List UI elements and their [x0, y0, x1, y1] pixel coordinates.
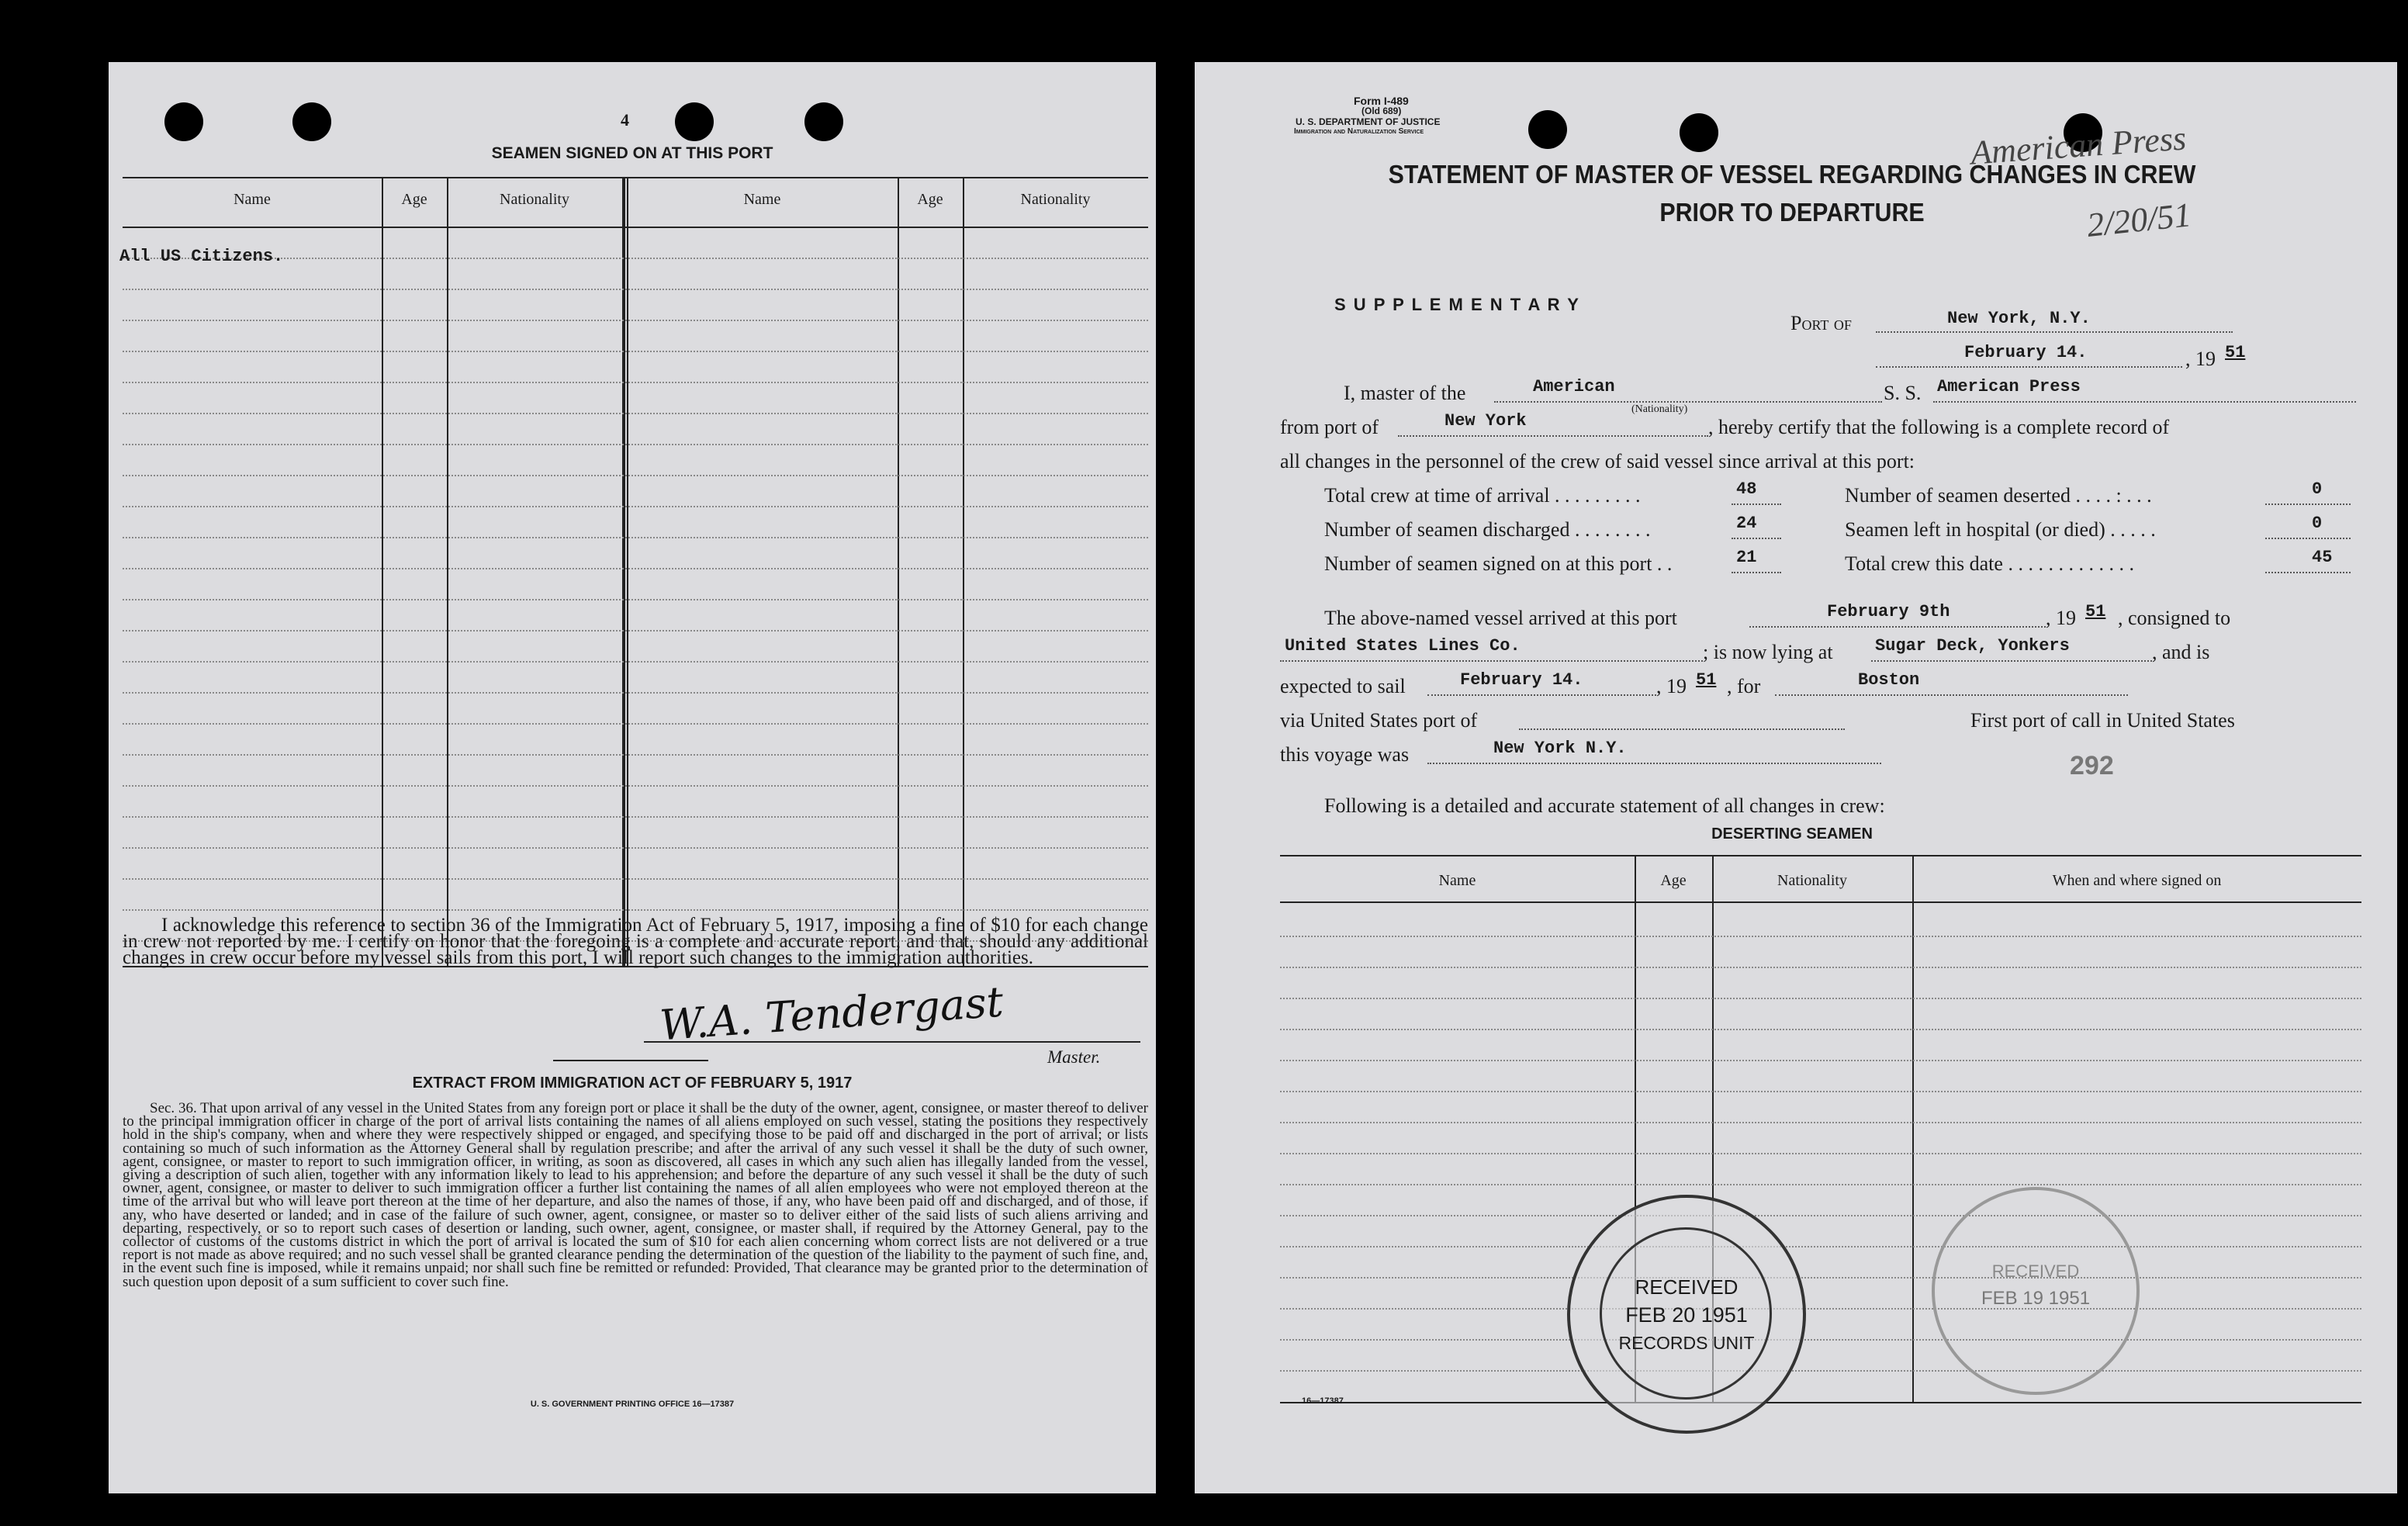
- stat-value-discharged: 24: [1736, 514, 1757, 533]
- left-page: [109, 62, 1156, 1493]
- arrived-year-prefix: , 19: [2046, 607, 2076, 629]
- consigned-label: , consigned to: [2118, 607, 2231, 629]
- arrived-value: February 9th: [1827, 602, 1950, 621]
- deserting-row-rule: [1280, 1308, 2361, 1310]
- deserting-header-name: Name: [1438, 872, 1476, 889]
- table-row-rule: [123, 661, 1148, 663]
- table-row-rule: [123, 692, 1148, 694]
- stat-value-total-arrival: 48: [1736, 479, 1757, 499]
- via-line: [1519, 728, 1845, 730]
- faded-stamp-date-text: FEB 19 1951: [1981, 1288, 2091, 1309]
- stat-label-total-today: Total crew this date . . . . . . . . . . . . .: [1845, 552, 2134, 575]
- deserting-table-bottom-rule: [1280, 1402, 2361, 1403]
- column-header-age: Age: [917, 191, 943, 208]
- table-row-rule: [123, 630, 1148, 632]
- section-title: SEAMEN SIGNED ON AT THIS PORT: [491, 144, 773, 162]
- nationality-value: American: [1533, 377, 1615, 396]
- ss-label: S. S.: [1884, 382, 1922, 404]
- faded-received-stamp: [1932, 1187, 2140, 1395]
- lying-label: ; is now lying at: [1703, 641, 1833, 663]
- deserting-row-rule: [1280, 1153, 2361, 1154]
- received-stamp: [1567, 1195, 1806, 1434]
- ss-line: [1933, 401, 2356, 403]
- table-row-rule: [123, 475, 1148, 476]
- via-label: via United States port of: [1280, 709, 1478, 732]
- deserting-header-age: Age: [1660, 872, 1687, 889]
- expected-value: February 14.: [1460, 670, 1583, 690]
- table-row-rule: [123, 289, 1148, 290]
- stat-label-total-arrival: Total crew at time of arrival . . . . . . . . .: [1324, 484, 1641, 507]
- consignee-value: United States Lines Co.: [1285, 636, 1521, 656]
- deserting-row-rule: [1280, 1060, 2361, 1061]
- port-line: [1876, 331, 2233, 333]
- stat-value-signed-on: 21: [1736, 548, 1757, 567]
- from-port-label: from port of: [1280, 416, 1379, 438]
- lying-value: Sugar Deck, Yonkers: [1875, 636, 2070, 656]
- table-entry: All US Citizens.: [119, 247, 284, 266]
- year-value: 51: [2225, 343, 2246, 362]
- deserting-header-rule: [1280, 901, 2361, 903]
- table-row-rule: [123, 599, 1148, 600]
- arrived-line: [1749, 626, 2046, 628]
- table-row-rule: [123, 320, 1148, 321]
- form-old-number: (Old 689): [1361, 106, 1402, 116]
- stat-label-signed-on: Number of seamen signed on at this port . .: [1324, 552, 1673, 575]
- form-title-line2: PRIOR TO DEPARTURE: [1659, 198, 1925, 227]
- nationality-caption: (Nationality): [1631, 403, 1688, 415]
- deserting-row-rule: [1280, 1277, 2361, 1279]
- punch-hole: [1528, 110, 1567, 149]
- right-page: [1195, 62, 2397, 1493]
- deserting-row-rule: [1280, 1215, 2361, 1216]
- from-port-line: [1398, 435, 1708, 437]
- table-row-rule: [123, 847, 1148, 849]
- first-port-label: First port of call in United States: [1970, 709, 2235, 732]
- year-prefix: , 19: [2185, 348, 2216, 370]
- stat-line: [1732, 572, 1781, 573]
- port-value: New York, N.Y.: [1947, 309, 2091, 328]
- voyage-label: this voyage was: [1280, 743, 1410, 766]
- deserting-row-rule: [1280, 1246, 2361, 1247]
- column-header-name: Name: [234, 191, 271, 208]
- footer-code: 16—17387: [1302, 1396, 1344, 1406]
- table-row-rule: [123, 444, 1148, 445]
- stat-value-total-today: 45: [2312, 548, 2333, 567]
- table-row-rule: [123, 413, 1148, 414]
- printer-line: U. S. GOVERNMENT PRINTING OFFICE 16—17387: [530, 1400, 735, 1409]
- signature-line: [644, 1041, 1140, 1043]
- column-header-name: Name: [743, 191, 781, 208]
- stat-line: [2265, 503, 2351, 505]
- deserting-row-rule: [1280, 1029, 2361, 1030]
- column-header-nationality: Nationality: [500, 191, 569, 208]
- supplementary-label: S U P P L E M E N T A R Y: [1334, 295, 1580, 314]
- department: U. S. DEPARTMENT OF JUSTICE: [1296, 116, 1441, 127]
- handwritten-date: 2/20/51: [2085, 196, 2193, 244]
- faded-stamp-received-text: RECEIVED: [1991, 1261, 2080, 1281]
- stamp-unit-text: RECORDS UNIT: [1618, 1333, 1755, 1353]
- punch-hole: [292, 102, 331, 141]
- ss-value: American Press: [1937, 377, 2081, 396]
- column-header-age: Age: [401, 191, 427, 208]
- column-divider: [1912, 856, 1914, 1403]
- and-is-label: , and is: [2152, 641, 2210, 663]
- stat-line: [2265, 538, 2351, 539]
- deserting-row-rule: [1280, 1091, 2361, 1092]
- all-changes-text: all changes in the personnel of the crew of said vessel since arrival at this port:: [1280, 450, 1915, 472]
- voyage-line: [1427, 763, 1881, 764]
- punch-hole: [804, 102, 843, 141]
- table-row-rule: [123, 382, 1148, 383]
- table-row-rule: [123, 816, 1148, 818]
- voyage-value: New York N.Y.: [1493, 739, 1627, 758]
- deserting-row-rule: [1280, 1370, 2361, 1372]
- table-row-rule: [123, 909, 1148, 911]
- stamp-received-text: RECEIVED: [1635, 1275, 1739, 1299]
- separator-rule: [553, 1060, 708, 1061]
- certification-text: I acknowledge this reference to section 36 of the Immigration Act of February 5, 1917, imposing a fine of $10 for each change in crew not reported by me. I certify on honor that the foregoing is a complete and accurate report, and that, should any additional changes in crew occur before my vessel sails from this port, I will report such changes to the immigration authorities.: [123, 915, 1148, 968]
- port-label: Port of: [1790, 312, 1852, 334]
- extract-title: EXTRACT FROM IMMIGRATION ACT OF FEBRUARY 5, 1917: [412, 1074, 853, 1092]
- column-header-nationality: Nationality: [1020, 191, 1091, 208]
- punch-hole: [1680, 113, 1718, 152]
- date-line: [1876, 366, 2182, 368]
- stat-label-deserted: Number of seamen deserted . . . . : . . .: [1845, 484, 2152, 507]
- table-row-rule: [123, 754, 1148, 756]
- following-text: Following is a detailed and accurate statement of all changes in crew:: [1324, 794, 1885, 817]
- consignee-line: [1280, 660, 1703, 662]
- for-value: Boston: [1858, 670, 1920, 690]
- form-number: Form I-489: [1354, 95, 1409, 107]
- stat-label-discharged: Number of seamen discharged . . . . . . . .: [1324, 518, 1651, 541]
- expected-label: expected to sail: [1280, 675, 1406, 697]
- expected-year: 51: [1696, 670, 1717, 690]
- arrived-year: 51: [2085, 602, 2106, 621]
- deserting-header-nationality: Nationality: [1777, 872, 1847, 889]
- stat-line: [1732, 538, 1781, 539]
- punch-hole: [675, 102, 714, 141]
- table-row-rule: [123, 568, 1148, 569]
- master-label: Master.: [1047, 1047, 1101, 1067]
- certify-text: , hereby certify that the following is a complete record of: [1708, 416, 2170, 438]
- for-label: , for: [1727, 675, 1761, 697]
- for-line: [1775, 694, 2128, 696]
- table-top-rule: [123, 177, 1148, 178]
- table-row-rule: [123, 506, 1148, 507]
- deserting-row-rule: [1280, 1184, 2361, 1185]
- page-number: 4: [621, 110, 629, 130]
- nationality-line: [1494, 401, 1882, 403]
- stat-line: [1732, 503, 1781, 505]
- punch-hole: [164, 102, 203, 141]
- from-port-value: New York: [1444, 411, 1527, 431]
- expected-line: [1427, 694, 1656, 696]
- stamp-date-text: FEB 20 1951: [1625, 1303, 1748, 1327]
- deserting-row-rule: [1280, 998, 2361, 999]
- stat-value-deserted: 0: [2312, 479, 2323, 499]
- stat-label-hospital: Seamen left in hospital (or died) . . . . .: [1845, 518, 2156, 541]
- table-row-rule: [123, 351, 1148, 352]
- stat-value-hospital: 0: [2312, 514, 2323, 533]
- extract-text: Sec. 36. That upon arrival of any vessel in the United States from any foreign port or place it shall be the duty of the owner, agent, consignee, or master thereof to deliver to the principal immigration officer in charge of the port of arrival lists containing the names of all aliens employed on such vessel, stating the positions they respectively hold in the ship's company, when and where they were respectively shipped or engaged, and specifying those to be paid off and discharged in the port of arrival; or lists containing so much of such information as the Attorney General shall by regulation prescribe; and after the arrival of any such vessel it shall be the duty of such owner, agent, consignee, or master to report to such immigration officer, in writing, as soon as discovered, all cases in which any such alien has illegally landed from the vessel, giving a description of such alien, together with any information likely to lead to his apprehension; and before the departure of any such vessel it shall be the duty of such owner, agent, consignee, or master to deliver to such immigration officer a further list containing the names of all alien employees who were not employed thereon at the time of the arrival but who will leave port thereon at the time of her departure, and also the names of those, if any, who have been paid off and discharged, and of those, if any, who have deserted or landed; and in case of the failure of such owner, agent, consignee, or master so to deliver either of the said lists of such aliens arriving and departing, respectively, or so to report such cases of desertion or landing, such owner, agent, consignee, or master shall, if required by the Attorney General, pay to the collector of customs of the customs district in which the port of arrival is located the sum of $10 for each alien concerning whom correct lists are not delivered or a true report is not made as above required; and no such vessel shall be granted clearance pending the determination of the question of the liability to the payment of such fine, and, in the event such fine is imposed, while it remains unpaid; nor shall such fine be remitted or refunded: Provided, That clearance may be granted prior to the determination of such question upon deposit of a sum sufficient to cover such fine.: [123, 1100, 1148, 1290]
- arrived-label: The above-named vessel arrived at this port: [1324, 607, 1677, 629]
- deserting-table-top-rule: [1280, 855, 2361, 856]
- service: Immigration and Naturalization Service: [1294, 127, 1424, 136]
- deserting-title: DESERTING SEAMEN: [1711, 825, 1873, 843]
- deserting-row-rule: [1280, 936, 2361, 937]
- table-row-rule: [123, 878, 1148, 880]
- lying-line: [1871, 660, 2152, 662]
- deserting-row-rule: [1280, 967, 2361, 968]
- master-of-label: I, master of the: [1344, 382, 1466, 404]
- master-signature: W.A. Tendergast: [658, 977, 1005, 1050]
- date-value: February 14.: [1964, 343, 2088, 362]
- header-rule: [123, 227, 1148, 228]
- handwritten-vessel-name: American Press: [1969, 119, 2188, 172]
- table-row-rule: [123, 723, 1148, 725]
- table-row-rule: [123, 537, 1148, 538]
- file-number: 292: [2070, 751, 2114, 780]
- deserting-row-rule: [1280, 1122, 2361, 1123]
- stat-line: [2265, 572, 2351, 573]
- deserting-row-rule: [1280, 1339, 2361, 1341]
- deserting-header-signed-on: When and where signed on: [2052, 872, 2222, 889]
- form-title-line1: STATEMENT OF MASTER OF VESSEL REGARDING CHANGES IN CREW: [1388, 160, 2196, 189]
- table-row-rule: [123, 785, 1148, 787]
- expected-year-prefix: , 19: [1656, 675, 1687, 697]
